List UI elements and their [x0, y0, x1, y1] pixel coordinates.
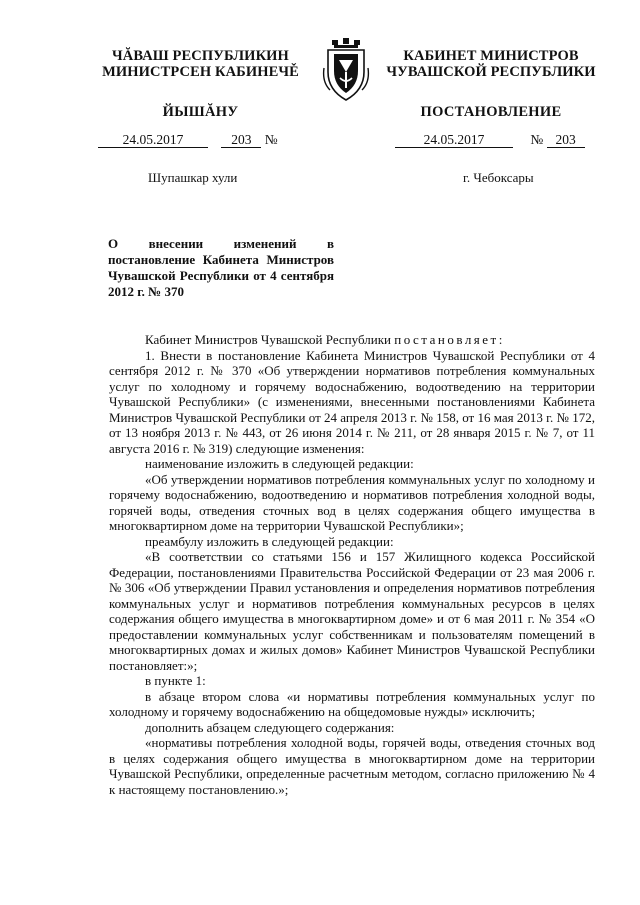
body-paragraph: «В соответствии со статьями 156 и 157 Жилищного кодекса Российской Федерации, постановлениями Правительства Российской Федерации от 23 мая 2006 г. № 306 «Об утверждении Правил установления и определения нормативов потребления коммунальных услуг и нормативов потребления коммунальных ресурсов в целях содержания общего имущества в многоквартирном доме» и от 6 мая 2011 г. № 354 «О предоставлении коммунальных услуг собственникам и пользователям помещений в многоквартирных домах и жилых домов» Кабинет Министров Чувашской Республики постановляет:»; [109, 549, 595, 673]
left-org-line1: ЧĂВАШ РЕСПУБЛИКИН [112, 48, 289, 64]
left-org-line2: МИНИСТРСЕН КАБИНЕЧĚ [102, 64, 299, 80]
body-paragraph: «нормативы потребления холодной воды, горячей воды, отведения сточных вод в целях содержания общего имущества в многоквартирном доме на территории Чувашской Республики, определенные расчетным методом, согласно приложению № 4 к настоящему постановлению.»; [109, 735, 595, 797]
left-date: 24.05.2017 [98, 132, 208, 148]
intro-paragraph [109, 332, 595, 348]
right-number: 203 [547, 132, 585, 148]
document-subject: О внесении изменений в постановление Кабинета Министров Чувашской Республики от 4 сентября 2012 г. № 370 [108, 236, 334, 299]
body-paragraph: «Об утверждении нормативов потребления коммунальных услуг по холодному и горячему водоснабжению, водоотведению и нормативов потребления холодной воды, горячей воды, отведения сточных вод в целях содержания общего имущества в многоквартирном доме на территории Чувашской Республики»; [109, 471, 595, 533]
body-paragraph: в абзаце втором слова «и нормативы потребления коммунальных услуг по холодному и горячему водоснабжению на общедомовые нужды» исключить; [109, 688, 595, 719]
left-doctype: ЙЫШĂНУ [162, 104, 239, 120]
right-date-line [395, 132, 585, 148]
body-paragraph: в пункте 1: [145, 673, 206, 688]
right-org-line2: ЧУВАШСКОЙ РЕСПУБЛИКИ [386, 64, 596, 80]
right-city: г. Чебоксары [463, 170, 534, 185]
document-body [109, 332, 595, 797]
body-paragraph: преамбулу изложить в следующей редакции: [145, 533, 394, 549]
intro-verb: постановляет: [394, 332, 505, 347]
body-paragraph: дополнить абзацем следующего содержания: [145, 719, 395, 735]
intro-prefix: Кабинет Министров Чувашской Республики [145, 332, 391, 347]
header-left [88, 48, 313, 121]
left-city: Шупашкар хули [148, 170, 238, 185]
body-paragraph: наименование изложить в следующей редакции: [145, 456, 414, 471]
right-date: 24.05.2017 [395, 132, 513, 148]
right-org-line1: КАБИНЕТ МИНИСТРОВ [403, 48, 579, 64]
header-right [376, 48, 606, 121]
right-number-sign: № [530, 132, 544, 147]
chuvash-emblem-icon [322, 38, 370, 102]
left-number-sign: № [264, 132, 278, 147]
right-doctype: ПОСТАНОВЛЕНИЕ [420, 104, 562, 120]
body-paragraph: 1. Внести в постановление Кабинета Министров Чувашской Республики от 4 сентября 2012 г. № 370 «Об утверждении нормативов потребления коммунальных услуг по холодному и горячему водоснабжению, водоотведению на территории Чувашской Республики» (с изменениями, внесенными постановлениями Кабинета Министров Чувашской Республики от 24 апреля 2013 г. № 158, от 16 мая 2013 г. № 172, от 13 ноября 2013 г. № 443, от 26 июня 2014 г. № 211, от 28 января 2015 г. № 7, от 11 августа 2016 г. № 319) следующие изменения: [109, 347, 595, 456]
left-number: 203 [221, 132, 261, 148]
left-date-line [98, 132, 278, 148]
